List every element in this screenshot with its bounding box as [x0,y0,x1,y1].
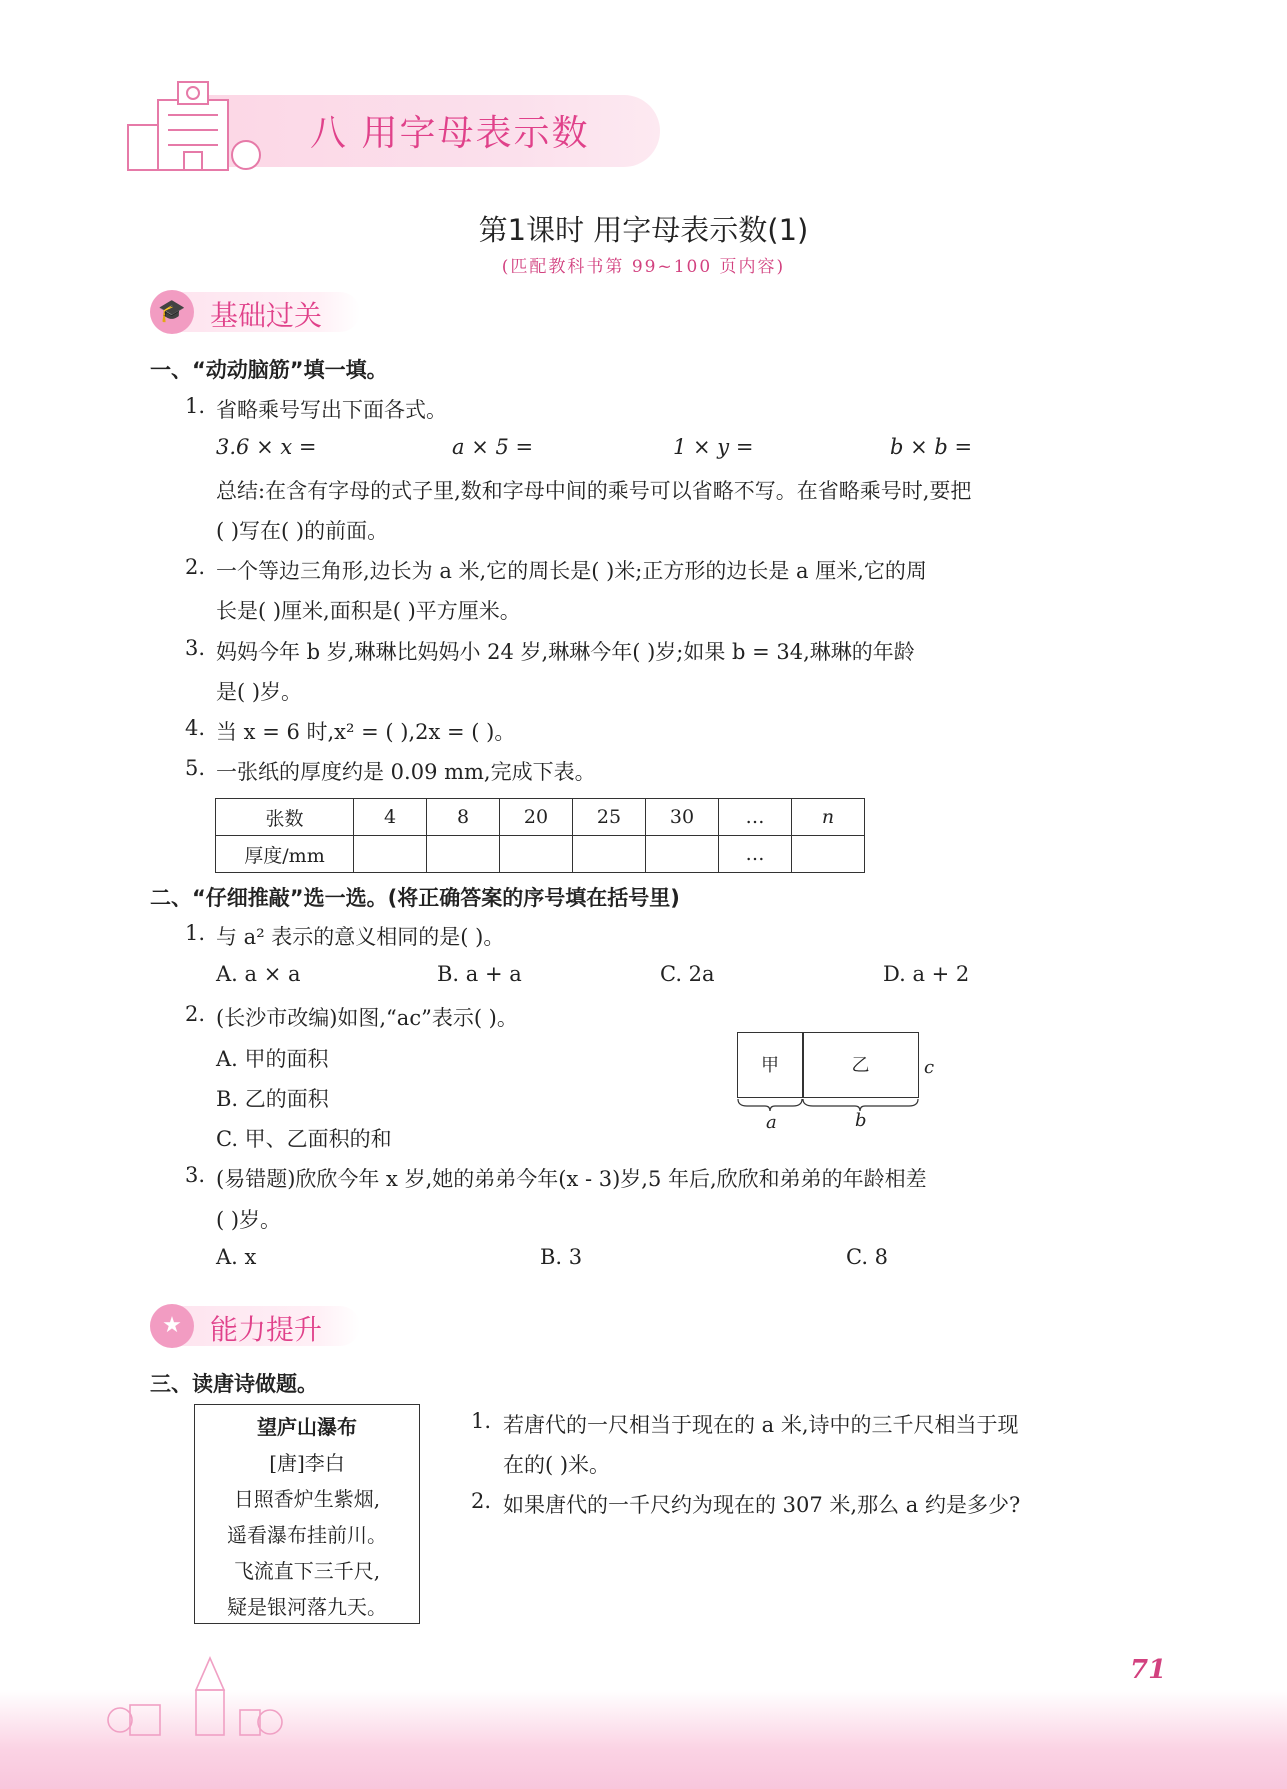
poem-author: [唐]李白 [269,1451,345,1475]
poem-line: 日照香炉生紫烟, [233,1487,381,1511]
q-number: 4. [185,716,206,740]
summary-line: ( )写在( )的前面。 [216,519,389,543]
footer-town-icon [100,1650,320,1740]
part3-heading: 三、读唐诗做题。 [150,1372,318,1396]
figure-label-c: c [924,1057,935,1078]
question-text: 省略乘号写出下面各式。 [216,398,447,422]
table-cell: 30 [646,799,719,836]
table-cell: 厚度/mm [216,836,354,873]
figure-label-yi: 乙 [851,1055,870,1076]
option-c: C. 2a [660,962,715,986]
q-number: 2. [471,1489,492,1513]
question-text: 一张纸的厚度约是 0.09 mm,完成下表。 [216,760,596,784]
poem-box [194,1404,420,1624]
q-number: 1. [185,394,206,418]
summary-line: 总结:在含有字母的式子里,数和字母中间的乘号可以省略不写。在省略乘号时,要把 [216,479,972,503]
q-number: 1. [471,1409,492,1433]
section-tab-advanced [150,1306,360,1346]
expression: 1 × y = [673,435,754,459]
answer-cell[interactable] [646,836,719,873]
table-row [216,836,865,873]
option-c: C. 甲、乙面积的和 [216,1127,392,1151]
figure-label-a: a [766,1112,777,1133]
option-d: D. a + 2 [883,962,970,986]
option-a: A. x [216,1245,257,1269]
table-cell: … [719,836,792,873]
option-b: B. 乙的面积 [216,1087,329,1111]
option-a: A. a × a [216,962,301,986]
lesson-title: 第1课时 用字母表示数(1) [478,213,809,247]
question-text: 在的( )米。 [503,1453,611,1477]
question-text: 妈妈今年 b 岁,琳琳比妈妈小 24 岁,琳琳今年( )岁;如果 b = 34,琳琳的年龄 [216,640,915,664]
question-text: (长沙市改编)如图,“ac”表示( )。 [216,1006,518,1030]
q-number: 2. [185,555,206,579]
option-a: A. 甲的面积 [216,1047,329,1071]
q-number: 1. [185,921,206,945]
section-label: 能力提升 [210,1313,323,1346]
answer-cell[interactable] [354,836,427,873]
table-cell: 8 [427,799,500,836]
question-text: (易错题)欣欣今年 x 岁,她的弟弟今年(x - 3)岁,5 年后,欣欣和弟弟的年龄相差 [216,1167,927,1191]
question-text: ( )岁。 [216,1208,282,1232]
expression: 3.6 × x = [216,435,317,459]
table-cell: n [792,799,865,836]
question-text: 是( )岁。 [216,680,303,704]
lesson-subtitle: (匹配教科书第 99~100 页内容) [501,257,786,277]
question-text: 一个等边三角形,边长为 a 米,它的周长是( )米;正方形的边长是 a 厘米,它的周 [216,559,927,583]
rectangle-figure [737,1032,919,1098]
table-cell: 20 [500,799,573,836]
table-cell: 4 [354,799,427,836]
figure-braces [737,1098,921,1112]
unit-title: 八 用字母表示数 [310,113,590,154]
question-text: 长是( )厘米,面积是( )平方厘米。 [216,599,521,623]
question-text: 如果唐代的一千尺约为现在的 307 米,那么 a 约是多少? [503,1493,1021,1517]
answer-cell[interactable] [792,836,865,873]
option-c: C. 8 [846,1245,889,1269]
table-cell: 25 [573,799,646,836]
question-text: 当 x = 6 时,x² = ( ),2x = ( )。 [216,720,516,744]
question-text: 与 a² 表示的意义相同的是( )。 [216,925,505,949]
part2-heading: 二、“仔细推敲”选一选。(将正确答案的序号填在括号里) [150,886,680,910]
school-building-icon [118,70,268,180]
answer-cell[interactable] [500,836,573,873]
poem-line: 飞流直下三千尺, [233,1559,381,1583]
section-tab-basics [150,292,360,332]
option-b: B. a + a [437,962,522,986]
expression: a × 5 = [452,435,534,459]
q-number: 3. [185,636,206,660]
page-number: 71 [1130,1655,1167,1685]
figure-label-jia: 甲 [761,1055,779,1076]
answer-cell[interactable] [573,836,646,873]
section-label: 基础过关 [210,299,323,332]
table-cell: … [719,799,792,836]
question-text: 若唐代的一尺相当于现在的 a 米,诗中的三千尺相当于现 [503,1413,1019,1437]
thickness-table [215,798,865,873]
table-row [216,799,865,836]
trophy-icon: ★ [150,1304,194,1348]
expression: b × b = [890,435,973,459]
figure-label-b: b [855,1110,867,1131]
answer-cell[interactable] [427,836,500,873]
poem-title: 望庐山瀑布 [257,1415,357,1439]
graduation-cap-icon: 🎓 [150,290,194,334]
part1-heading: 一、“动动脑筋”填一填。 [150,358,388,382]
q-number: 5. [185,756,206,780]
poem-line: 疑是银河落九天。 [227,1595,387,1619]
poem-line: 遥看瀑布挂前川。 [227,1523,387,1547]
q-number: 2. [185,1002,206,1026]
q-number: 3. [185,1163,206,1187]
table-cell: 张数 [216,799,354,836]
option-b: B. 3 [540,1245,583,1269]
